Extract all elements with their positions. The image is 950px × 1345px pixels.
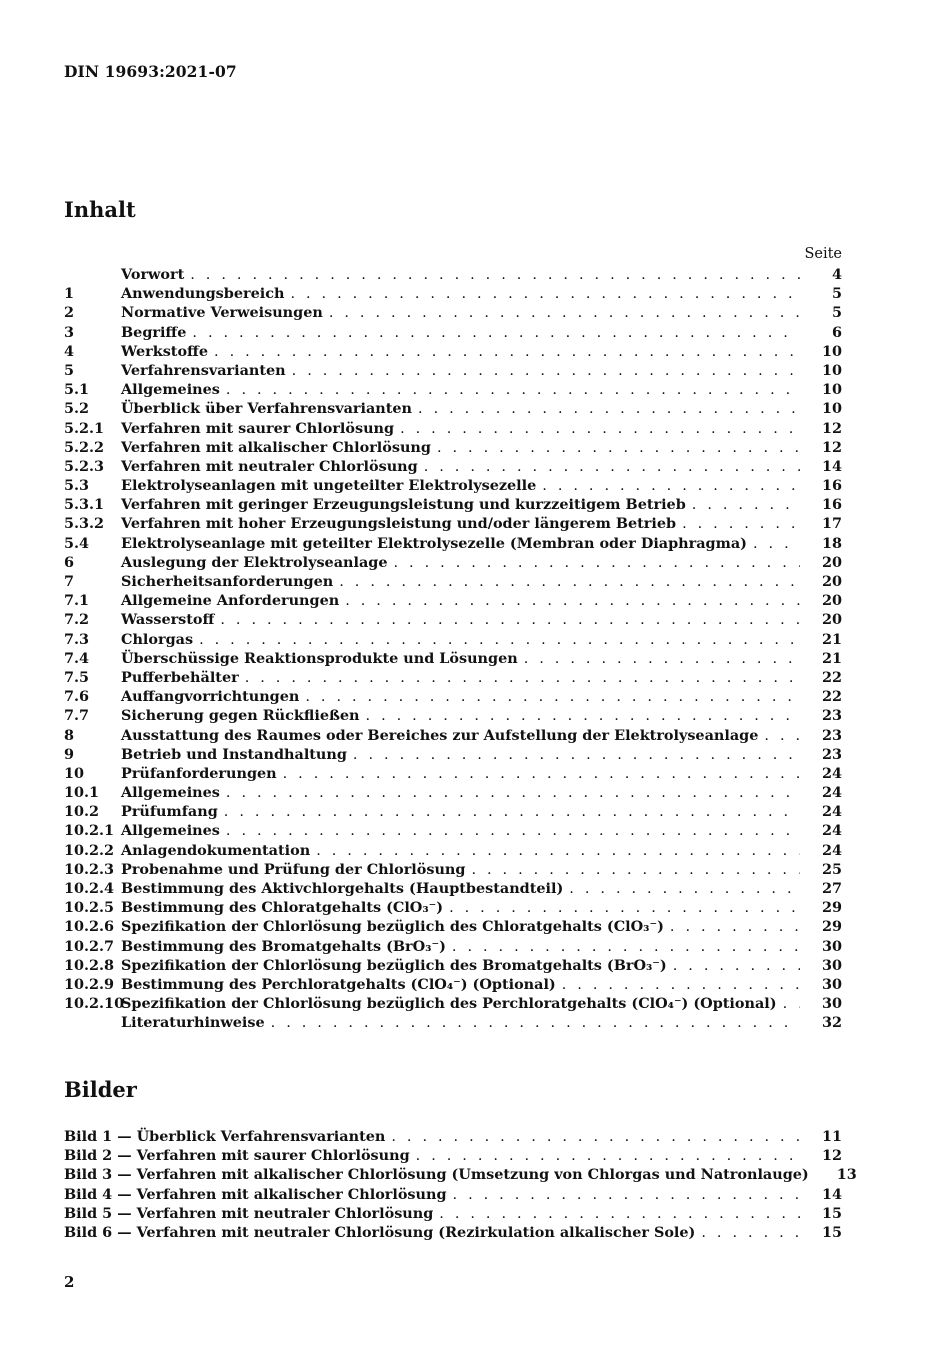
toc-entry[interactable] (64, 476, 842, 495)
dot-leader (410, 1147, 800, 1166)
toc-entry-title: Verfahren mit geringer Erzeugungsleistung und kurzzeitigem Betrieb (121, 496, 686, 514)
dot-leader (447, 1186, 800, 1205)
toc-entry-title: Allgemeine Anforderungen (121, 592, 340, 610)
toc-entry-number: 5.2.1 (64, 419, 105, 437)
toc-entry-page: 27 (821, 880, 842, 897)
dot-leader (286, 362, 800, 381)
toc-entry-title: Sicherheitsanforderungen (121, 573, 334, 590)
toc-entry-number: 7.7 (64, 707, 90, 725)
toc-entry-number: 10 (64, 764, 85, 782)
toc-entry[interactable] (64, 841, 842, 860)
toc-entry-title: Prüfanforderungen (121, 764, 277, 782)
figure-entry[interactable] (64, 1185, 842, 1204)
dot-leader (385, 1128, 800, 1147)
toc-entry-title: Pufferbehälter (121, 668, 239, 686)
toc-entry-page: 10 (821, 381, 842, 399)
toc-entry-page: 4 (831, 266, 842, 283)
toc-entry-page: 20 (821, 611, 842, 629)
toc-entry-page: 24 (821, 822, 842, 840)
dot-leader (695, 1224, 800, 1243)
toc-entry-number: 5.2.2 (64, 438, 105, 456)
toc-entry[interactable] (64, 764, 842, 783)
toc-entry-title: Verfahrensvarianten (121, 361, 286, 379)
toc-entry[interactable] (64, 994, 842, 1013)
toc-entry-title: Elektrolyseanlagen mit ungeteilter Elektrolysezelle (121, 477, 537, 495)
toc-entry-page: 22 (821, 688, 842, 706)
toc-entry-title: Elektrolyseanlage mit geteilter Elektrolysezelle (Membran oder Diaphragma) (121, 534, 747, 552)
toc-entry[interactable] (64, 323, 842, 342)
toc-entry[interactable] (64, 342, 842, 361)
toc-entry[interactable] (64, 553, 842, 572)
toc-entry-page: 24 (821, 841, 842, 859)
toc-entry[interactable] (64, 380, 842, 399)
toc-entry-page: 25 (821, 860, 842, 878)
dot-leader (333, 573, 800, 592)
toc-entry-number: 5.2.3 (64, 457, 105, 475)
toc-entry[interactable] (64, 591, 842, 610)
dot-leader (310, 842, 800, 861)
toc-entry-number: 10.2.10 (64, 995, 125, 1013)
toc-entry-title: Betrieb und Instandhaltung (121, 745, 347, 763)
dot-leader (686, 496, 800, 515)
dot-leader (536, 477, 800, 496)
figure-entry-page: 14 (821, 1185, 842, 1203)
toc-entry-title: Spezifikation der Chlorlösung bezüglich des Chloratgehalts (ClO₃⁻) (121, 918, 664, 936)
toc-entry[interactable] (64, 630, 842, 649)
toc-entry-title: Werkstoffe (121, 342, 209, 360)
toc-entry-number: 10.2.5 (64, 899, 115, 917)
toc-entry-page: 5 (831, 285, 842, 303)
toc-entry-number: 7 (64, 573, 75, 590)
toc-entry[interactable] (64, 514, 842, 533)
table-of-contents (64, 265, 842, 1033)
toc-entry-number: 10.2.9 (64, 975, 115, 993)
dot-leader (667, 957, 800, 976)
toc-entry-number: 4 (64, 342, 75, 360)
figure-entry[interactable] (64, 1146, 842, 1165)
figure-entry-title: Bild 5 — Verfahren mit neutraler Chlorlösung (64, 1204, 434, 1222)
dot-leader (339, 592, 800, 611)
figure-entry-title: Bild 3 — Verfahren mit alkalischer Chlorlösung (Umsetzung von Chlorgas und Natronlauge) (64, 1166, 809, 1184)
dot-leader (777, 995, 800, 1014)
toc-entry[interactable] (64, 860, 842, 879)
dot-leader (563, 880, 800, 899)
toc-heading: Inhalt (64, 197, 136, 222)
dot-leader (412, 400, 800, 419)
toc-entry-number: 7.2 (64, 611, 90, 629)
toc-entry-page: 5 (831, 304, 842, 322)
dot-leader (220, 784, 800, 803)
dot-leader (446, 938, 800, 957)
dot-leader (347, 746, 800, 765)
toc-entry-number: 7.4 (64, 649, 90, 667)
toc-entry-title: Normative Verweisungen (121, 304, 323, 322)
toc-entry-page: 6 (831, 323, 842, 341)
toc-entry-title: Allgemeines (121, 784, 220, 802)
toc-entry-page: 22 (821, 668, 842, 686)
toc-entry[interactable] (64, 706, 842, 725)
dot-leader (431, 439, 800, 458)
toc-entry[interactable] (64, 898, 842, 917)
dot-leader (664, 918, 800, 937)
figure-entry[interactable] (64, 1204, 842, 1223)
toc-entry-title: Prüfumfang (121, 803, 218, 821)
toc-entry-number: 5.3.1 (64, 496, 105, 514)
toc-entry-page: 23 (821, 726, 842, 744)
toc-entry[interactable] (64, 917, 842, 936)
toc-entry-title: Auffangvorrichtungen (121, 688, 300, 706)
toc-entry-number: 7.3 (64, 630, 90, 648)
toc-entry-page: 24 (821, 803, 842, 821)
toc-entry[interactable] (64, 265, 842, 284)
toc-entry-number: 10.2.2 (64, 841, 115, 859)
figure-entry-title: Bild 2 — Verfahren mit saurer Chlorlösung (64, 1147, 410, 1165)
figure-entry-title: Bild 1 — Überblick Verfahrensvarianten (64, 1128, 386, 1145)
toc-entry-title: Überschüssige Reaktionsprodukte und Lösungen (121, 649, 518, 667)
toc-entry-number: 10.2.7 (64, 937, 115, 955)
figure-entry-page: 15 (821, 1204, 842, 1222)
toc-entry-title: Bestimmung des Perchloratgehalts (ClO₄⁻) (Optional) (121, 975, 556, 993)
toc-entry-page: 12 (821, 438, 842, 456)
toc-entry[interactable] (64, 879, 842, 898)
toc-entry-number: 2 (64, 304, 75, 322)
toc-entry[interactable] (64, 419, 842, 438)
figure-entry[interactable] (64, 1165, 857, 1184)
toc-entry[interactable] (64, 438, 842, 457)
toc-entry-title: Allgemeines (121, 381, 220, 399)
toc-entry-title: Überblick über Verfahrensvarianten (121, 400, 413, 418)
toc-entry[interactable] (64, 457, 842, 476)
toc-entry-title: Sicherung gegen Rückfließen (121, 707, 360, 725)
toc-entry-page: 30 (821, 956, 842, 974)
figure-entry[interactable] (64, 1223, 842, 1242)
dot-leader (218, 803, 800, 822)
toc-entry-number: 1 (64, 285, 75, 303)
figure-entry-page: 13 (836, 1166, 857, 1184)
toc-entry-title: Spezifikation der Chlorlösung bezüglich des Perchloratgehalts (ClO₄⁻) (Optional) (121, 995, 777, 1013)
dot-leader (323, 304, 800, 323)
toc-entry-page: 32 (821, 1014, 842, 1032)
toc-entry-page: 12 (821, 419, 842, 437)
toc-entry-title: Wasserstoff (121, 611, 215, 629)
toc-entry-page: 30 (821, 995, 842, 1013)
toc-entry[interactable] (64, 745, 842, 764)
dot-leader (433, 1205, 800, 1224)
toc-entry-title: Verfahren mit neutraler Chlorlösung (121, 457, 418, 475)
toc-entry-page: 24 (821, 784, 842, 802)
toc-entry-title: Verfahren mit saurer Chlorlösung (121, 419, 395, 437)
toc-entry-number: 5.2 (64, 400, 90, 418)
toc-entry-page: 16 (821, 477, 842, 495)
document-id: DIN 19693:2021-07 (64, 62, 237, 81)
toc-entry-page: 17 (821, 515, 842, 533)
toc-entry-title: Vorwort (121, 266, 185, 283)
toc-entry-page: 21 (821, 630, 842, 648)
toc-entry-page: 30 (821, 975, 842, 993)
toc-entry-title: Anwendungsbereich (121, 285, 285, 303)
figure-entry-page: 12 (821, 1147, 842, 1165)
dot-leader (758, 727, 800, 746)
dot-leader (214, 611, 800, 630)
toc-entry-title: Spezifikation der Chlorlösung bezüglich des Bromatgehalts (BrO₃⁻) (121, 956, 667, 974)
toc-entry-number: 7.5 (64, 668, 90, 686)
figure-entry-page: 11 (821, 1128, 842, 1145)
dot-leader (418, 458, 800, 477)
page-column-label: Seite (804, 246, 842, 262)
toc-entry[interactable] (64, 821, 842, 840)
dot-leader (676, 515, 800, 534)
toc-entry[interactable] (64, 284, 842, 303)
figure-entry-page: 15 (821, 1223, 842, 1241)
toc-entry-page: 29 (821, 899, 842, 917)
toc-entry-number: 7.6 (64, 688, 90, 706)
toc-entry-title: Literaturhinweise (121, 1014, 265, 1032)
toc-entry-title: Allgemeines (121, 822, 220, 840)
toc-entry[interactable] (64, 802, 842, 821)
toc-entry[interactable] (64, 1013, 842, 1032)
toc-entry-number: 10.2.4 (64, 880, 115, 897)
toc-entry[interactable] (64, 668, 842, 687)
toc-entry[interactable] (64, 610, 842, 629)
toc-entry-number: 10.2.3 (64, 860, 115, 878)
toc-entry-page: 23 (821, 707, 842, 725)
toc-entry[interactable] (64, 534, 842, 553)
dot-leader (265, 1014, 800, 1033)
toc-entry[interactable] (64, 361, 842, 380)
toc-entry-page: 30 (821, 937, 842, 955)
toc-entry-page: 24 (821, 764, 842, 782)
toc-entry[interactable] (64, 783, 842, 802)
toc-entry-page: 18 (821, 534, 842, 552)
toc-entry-number: 5.3 (64, 477, 90, 495)
toc-entry-number: 9 (64, 745, 75, 763)
toc-entry[interactable] (64, 937, 842, 956)
toc-entry-number: 5.4 (64, 534, 90, 552)
toc-entry[interactable] (64, 572, 842, 591)
toc-entry[interactable] (64, 956, 842, 975)
toc-entry-page: 10 (821, 361, 842, 379)
dot-leader (388, 554, 801, 573)
toc-entry-number: 5 (64, 361, 75, 379)
toc-entry-number: 10.1 (64, 784, 100, 802)
dot-leader (360, 707, 800, 726)
toc-entry-title: Bestimmung des Chloratgehalts (ClO₃⁻) (121, 899, 444, 917)
dot-leader (220, 381, 800, 400)
toc-entry-number: 7.1 (64, 592, 90, 610)
toc-entry-page: 23 (821, 745, 842, 763)
toc-entry-number: 10.2 (64, 803, 100, 821)
dot-leader (193, 631, 800, 650)
dot-leader (184, 266, 800, 285)
toc-entry-title: Bestimmung des Aktivchlorgehalts (Hauptbestandteil) (121, 880, 564, 897)
toc-entry-page: 21 (821, 649, 842, 667)
dot-leader (208, 343, 800, 362)
toc-entry-title: Anlagendokumentation (121, 841, 311, 859)
toc-entry-number: 6 (64, 553, 75, 571)
toc-entry-page: 20 (821, 573, 842, 590)
toc-entry[interactable] (64, 495, 842, 514)
toc-entry-number: 5.1 (64, 381, 90, 399)
toc-entry-title: Ausstattung des Raumes oder Bereiches zur Aufstellung der Elektrolyseanlage (121, 726, 759, 744)
toc-entry-page: 16 (821, 496, 842, 514)
toc-entry-page: 29 (821, 918, 842, 936)
dot-leader (394, 420, 800, 439)
toc-entry-page: 10 (821, 400, 842, 418)
toc-entry-page: 10 (821, 342, 842, 360)
dot-leader (747, 535, 800, 554)
toc-entry[interactable] (64, 687, 842, 706)
toc-entry-page: 20 (821, 553, 842, 571)
toc-entry-title: Begriffe (121, 323, 187, 341)
toc-entry[interactable] (64, 649, 842, 668)
list-of-figures (64, 1127, 857, 1242)
toc-entry-number: 3 (64, 323, 75, 341)
toc-entry-title: Probenahme und Prüfung der Chlorlösung (121, 860, 466, 878)
toc-entry-title: Chlorgas (121, 630, 194, 648)
toc-entry[interactable] (64, 726, 842, 745)
dot-leader (239, 669, 800, 688)
toc-entry-title: Verfahren mit hoher Erzeugungsleistung und/oder längerem Betrieb (121, 515, 677, 533)
toc-entry-number: 8 (64, 726, 75, 744)
toc-entry-title: Verfahren mit alkalischer Chlorlösung (121, 438, 431, 456)
toc-entry-number: 5.3.2 (64, 515, 105, 533)
figure-entry[interactable] (64, 1127, 842, 1146)
toc-entry[interactable] (64, 399, 842, 418)
toc-entry-page: 20 (821, 592, 842, 610)
dot-leader (277, 765, 800, 784)
dot-leader (556, 976, 800, 995)
toc-entry[interactable] (64, 975, 842, 994)
dot-leader (465, 861, 800, 880)
dot-leader (299, 688, 800, 707)
dot-leader (518, 650, 800, 669)
toc-entry-number: 10.2.6 (64, 918, 115, 936)
toc-entry-title: Bestimmung des Bromatgehalts (BrO₃⁻) (121, 937, 446, 955)
figure-entry-title: Bild 4 — Verfahren mit alkalischer Chlorlösung (64, 1185, 447, 1203)
toc-entry[interactable] (64, 303, 842, 322)
dot-leader (220, 822, 800, 841)
toc-entry-number: 10.2.8 (64, 956, 115, 974)
figure-entry-title: Bild 6 — Verfahren mit neutraler Chlorlösung (Rezirkulation alkalischer Sole) (64, 1223, 696, 1241)
toc-entry-page: 14 (821, 457, 842, 475)
dot-leader (284, 285, 800, 304)
toc-entry-title: Auslegung der Elektrolyseanlage (121, 553, 388, 571)
page-number: 2 (64, 1273, 75, 1291)
figures-heading: Bilder (64, 1077, 137, 1102)
toc-entry-number: 10.2.1 (64, 822, 115, 840)
dot-leader (186, 324, 800, 343)
dot-leader (443, 899, 800, 918)
